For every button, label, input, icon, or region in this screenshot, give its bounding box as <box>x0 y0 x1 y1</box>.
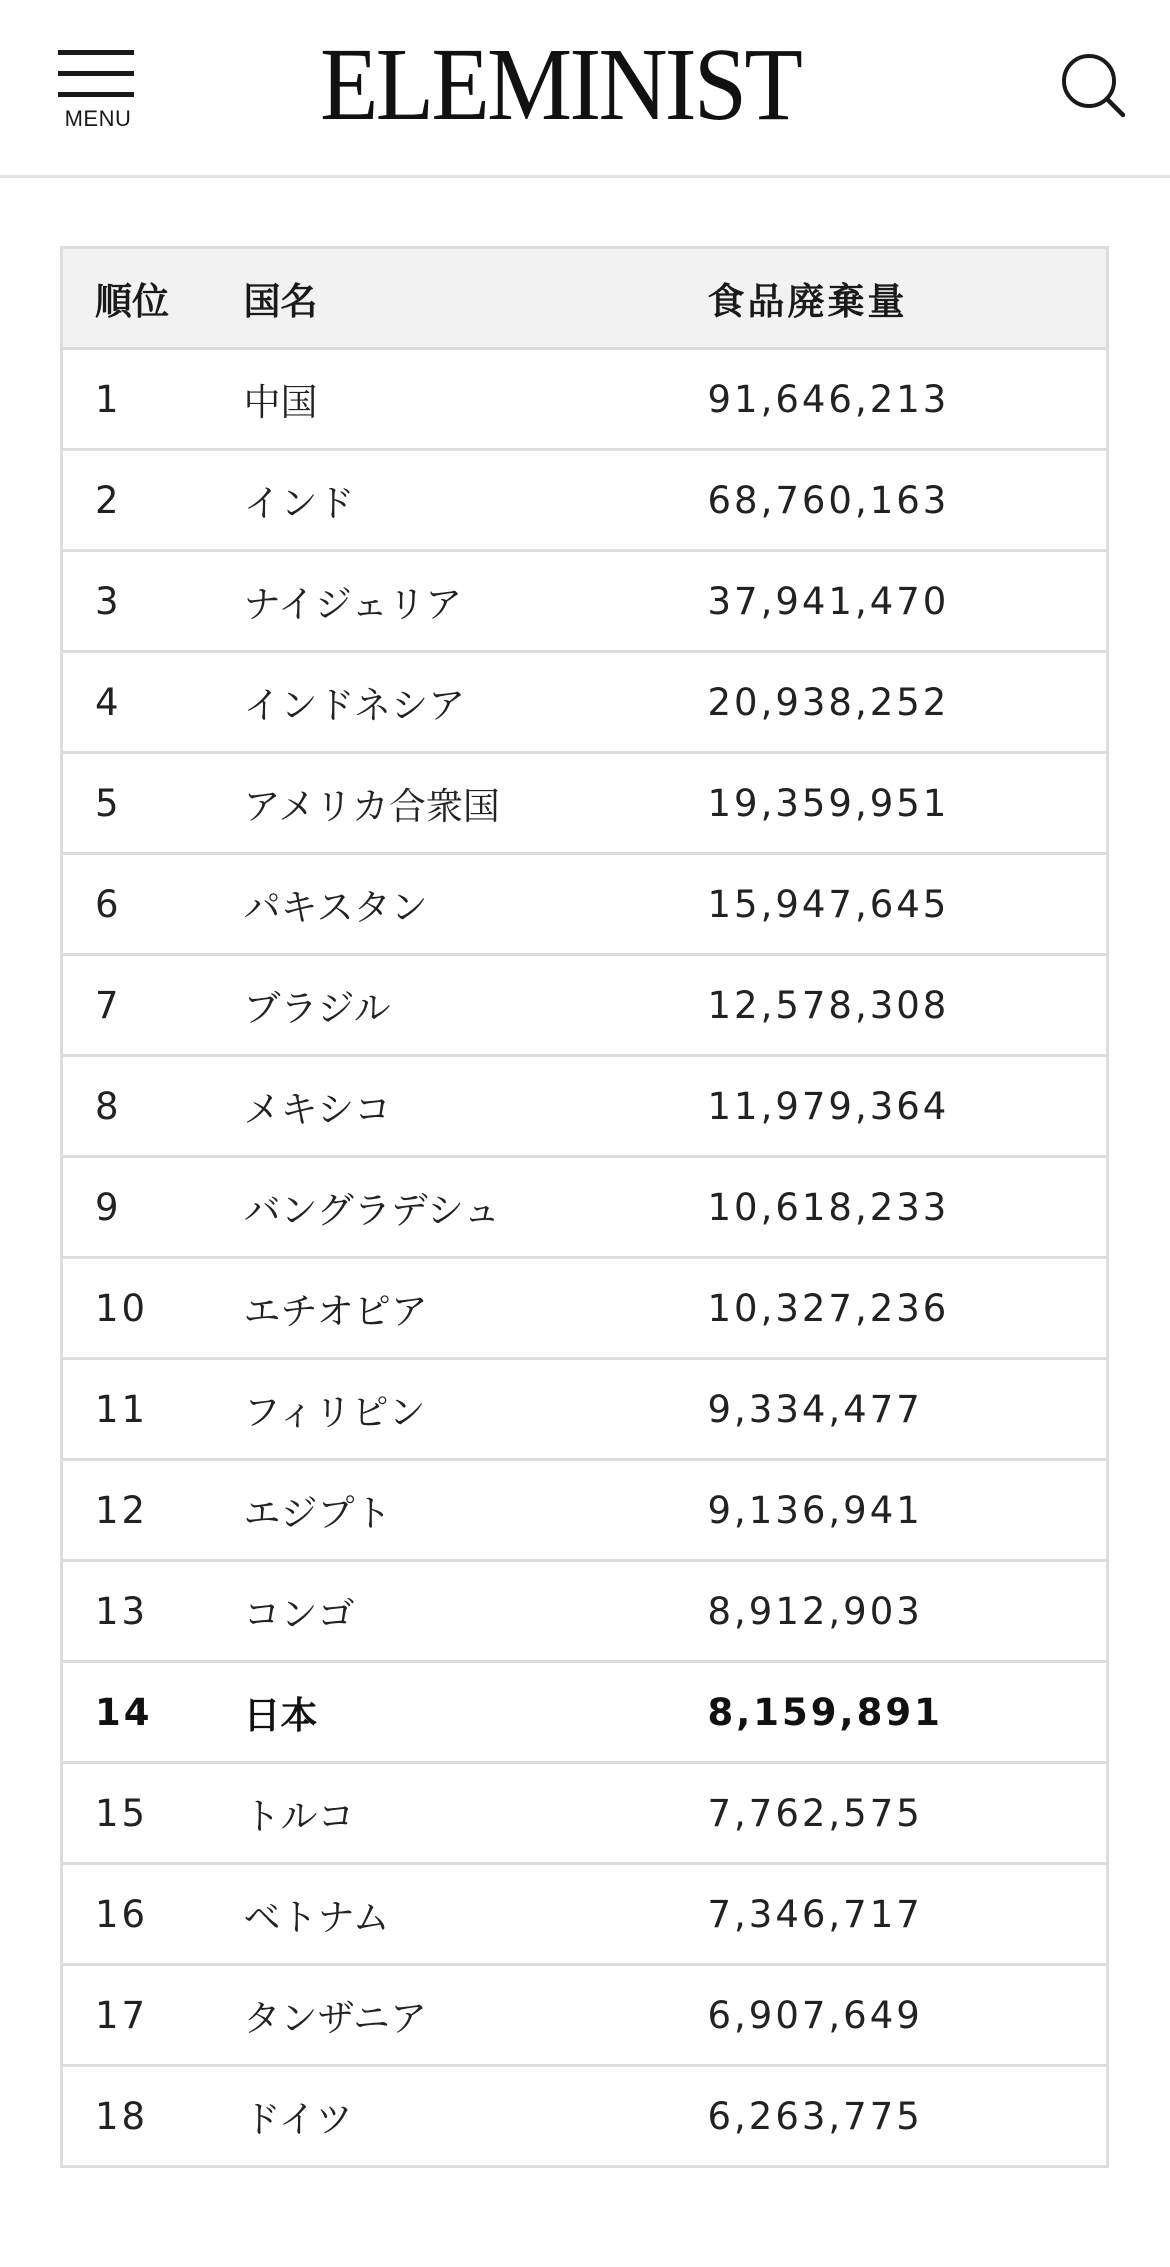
table-row <box>62 1157 1108 1258</box>
search-button[interactable] <box>1060 52 1126 118</box>
rank-cell: 11 <box>62 1359 244 1460</box>
rank-cell: 8 <box>62 1056 244 1157</box>
menu-label: MENU <box>64 106 132 131</box>
menu-button[interactable] <box>56 44 140 134</box>
amount-cell: 6,907,649 <box>708 1965 1108 2066</box>
rank-cell: 17 <box>62 1965 244 2066</box>
rank-cell: 13 <box>62 1561 244 1662</box>
country-cell: ベトナム <box>244 1864 708 1965</box>
table-row <box>62 1460 1108 1561</box>
country-cell: ナイジェリア <box>244 551 708 652</box>
table-row <box>62 1258 1108 1359</box>
header-amount: 食品廃棄量 <box>708 248 1108 349</box>
table-row <box>62 1056 1108 1157</box>
food-waste-ranking-table <box>60 246 1109 2168</box>
table-row <box>62 2066 1108 2167</box>
amount-cell: 20,938,252 <box>708 652 1108 753</box>
amount-cell: 8,912,903 <box>708 1561 1108 1662</box>
site-header <box>0 0 1170 178</box>
rank-cell: 14 <box>62 1662 244 1763</box>
amount-cell: 11,979,364 <box>708 1056 1108 1157</box>
table-row <box>62 1864 1108 1965</box>
table-row <box>62 551 1108 652</box>
table-row <box>62 1561 1108 1662</box>
rank-cell: 10 <box>62 1258 244 1359</box>
table-row <box>62 1965 1108 2066</box>
country-cell: エジプト <box>244 1460 708 1561</box>
table-body <box>62 349 1108 2167</box>
country-cell: 日本 <box>244 1662 708 1763</box>
rank-cell: 16 <box>62 1864 244 1965</box>
country-cell: バングラデシュ <box>244 1157 708 1258</box>
amount-cell: 37,941,470 <box>708 551 1108 652</box>
table-row <box>62 955 1108 1056</box>
table-row <box>62 450 1108 551</box>
amount-cell: 10,618,233 <box>708 1157 1108 1258</box>
rank-cell: 7 <box>62 955 244 1056</box>
country-cell: トルコ <box>244 1763 708 1864</box>
country-cell: コンゴ <box>244 1561 708 1662</box>
country-cell: ドイツ <box>244 2066 708 2167</box>
hamburger-icon <box>58 50 134 98</box>
table-row <box>62 349 1108 450</box>
rank-cell: 5 <box>62 753 244 854</box>
rank-cell: 1 <box>62 349 244 450</box>
table-header-row <box>62 248 1108 349</box>
header-rank: 順位 <box>62 248 244 349</box>
country-cell: インドネシア <box>244 652 708 753</box>
amount-cell: 91,646,213 <box>708 349 1108 450</box>
search-icon <box>1060 52 1126 118</box>
amount-cell: 9,334,477 <box>708 1359 1108 1460</box>
amount-cell: 12,578,308 <box>708 955 1108 1056</box>
site-logo[interactable]: ELEMINIST <box>319 27 801 142</box>
table-row <box>62 753 1108 854</box>
country-cell: 中国 <box>244 349 708 450</box>
country-cell: タンザニア <box>244 1965 708 2066</box>
amount-cell: 15,947,645 <box>708 854 1108 955</box>
rank-cell: 9 <box>62 1157 244 1258</box>
amount-cell: 19,359,951 <box>708 753 1108 854</box>
amount-cell: 9,136,941 <box>708 1460 1108 1561</box>
country-cell: パキスタン <box>244 854 708 955</box>
country-cell: フィリピン <box>244 1359 708 1460</box>
rank-cell: 2 <box>62 450 244 551</box>
rank-cell: 4 <box>62 652 244 753</box>
amount-cell: 10,327,236 <box>708 1258 1108 1359</box>
rank-cell: 12 <box>62 1460 244 1561</box>
table-row <box>62 1763 1108 1864</box>
amount-cell: 68,760,163 <box>708 450 1108 551</box>
amount-cell: 7,762,575 <box>708 1763 1108 1864</box>
rank-cell: 6 <box>62 854 244 955</box>
country-cell: メキシコ <box>244 1056 708 1157</box>
country-cell: エチオピア <box>244 1258 708 1359</box>
table-row <box>62 854 1108 955</box>
amount-cell: 7,346,717 <box>708 1864 1108 1965</box>
table-row <box>62 652 1108 753</box>
rank-cell: 15 <box>62 1763 244 1864</box>
country-cell: ブラジル <box>244 955 708 1056</box>
header-country: 国名 <box>244 248 708 349</box>
country-cell: アメリカ合衆国 <box>244 753 708 854</box>
rank-cell: 3 <box>62 551 244 652</box>
amount-cell: 8,159,891 <box>708 1662 1108 1763</box>
country-cell: インド <box>244 450 708 551</box>
amount-cell: 6,263,775 <box>708 2066 1108 2167</box>
table-row <box>62 1662 1108 1763</box>
rank-cell: 18 <box>62 2066 244 2167</box>
table-row <box>62 1359 1108 1460</box>
